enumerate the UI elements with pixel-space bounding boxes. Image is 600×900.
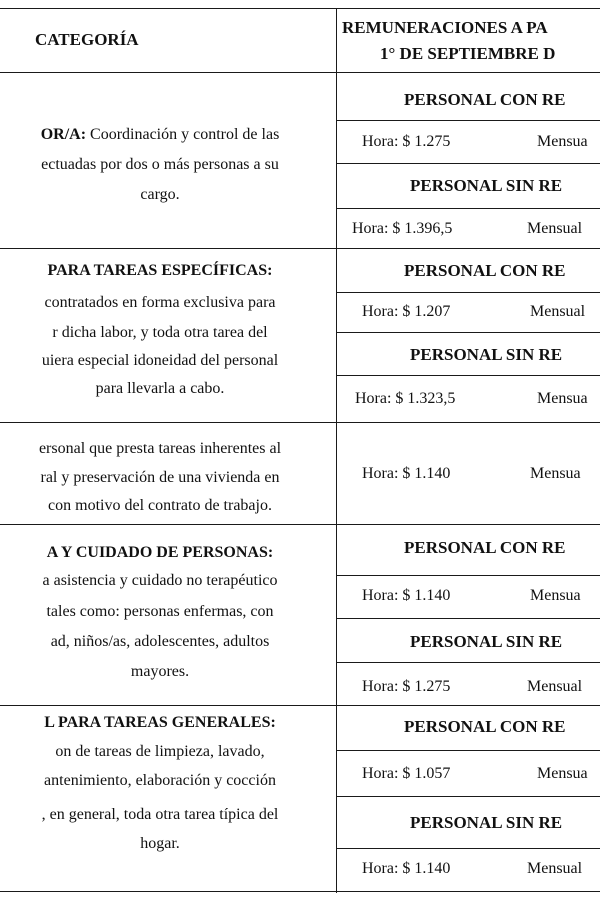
hora-value: Hora: $ 1.057 [362,765,451,782]
header-remuneraciones: REMUNERACIONES A PA [342,18,548,37]
personal-subheader: PERSONAL CON RE [404,261,566,280]
hora-value: Hora: $ 1.275 [362,678,451,695]
category-divider [0,524,600,525]
mensual-label: Mensua [537,765,588,782]
category-description: ersonal que presta tareas inherentes al [38,440,282,457]
personal-subheader: PERSONAL CON RE [404,538,566,557]
category-description: r dicha labor, y toda otra tarea del [52,324,268,341]
category-title: A Y CUIDADO DE PERSONAS: [46,544,274,561]
header-categoria: CATEGORÍA [35,30,139,49]
hora-value: Hora: $ 1.140 [362,860,451,877]
hora-value: Hora: $ 1.396,5 [352,220,453,237]
row-divider [336,208,600,209]
personal-subheader: PERSONAL SIN RE [410,345,563,364]
mensual-label: Mensua [537,390,588,407]
category-description: uiera especial idoneidad del personal [41,352,279,369]
category-description: Coordinación y control de las [90,126,280,143]
category-title: OR/A: [40,126,87,143]
category-description: ectuadas por dos o más personas a su [41,156,279,173]
hora-value: Hora: $ 1.323,5 [355,390,456,407]
category-description: ral y preservación de una vivienda en [40,469,280,486]
category-description: , en general, toda otra tarea típica del [41,806,279,823]
category-description: antenimiento, elaboración y cocción [44,772,276,789]
mensual-label: Mensua [537,133,588,150]
mensual-label: Mensua [530,465,581,482]
hora-value: Hora: $ 1.140 [362,587,451,604]
category-description: para llevarla a cabo. [95,380,225,397]
category-divider [0,248,600,249]
hora-value: Hora: $ 1.275 [362,133,451,150]
category-divider [0,422,600,423]
category-description: ad, niños/as, adolescentes, adultos [50,633,270,650]
row-divider [336,375,600,376]
mensual-label: Mensual [530,303,586,320]
row-divider [336,292,600,293]
category-description: mayores. [130,663,190,680]
header-divider [0,72,600,73]
category-description: on de tareas de limpieza, lavado, [55,743,265,760]
personal-subheader: PERSONAL CON RE [404,717,566,736]
category-description: a asistencia y cuidado no terapéutico [42,572,278,589]
category-description: con motivo del contrato de trabajo. [48,497,272,514]
personal-subheader: PERSONAL CON RE [404,90,566,109]
mensual-label: Mensua [530,587,581,604]
hora-value: Hora: $ 1.140 [362,465,451,482]
category-title: L PARA TAREAS GENERALES: [44,714,276,731]
personal-subheader: PERSONAL SIN RE [410,813,563,832]
mensual-label: Mensual [527,860,583,877]
table-border-top [0,8,600,9]
category-divider [0,705,600,706]
category-title: PARA TAREAS ESPECÍFICAS: [47,262,273,279]
mensual-label: Mensual [527,678,583,695]
category-description: tales como: personas enfermas, con [46,603,274,620]
header-fecha: 1° DE SEPTIEMBRE D [380,44,556,63]
category-description: cargo. [140,186,180,203]
category-description: hogar. [140,835,180,852]
personal-subheader: PERSONAL SIN RE [410,632,563,651]
table-border-bottom [0,891,600,892]
row-divider [336,796,600,797]
hora-value: Hora: $ 1.207 [362,303,451,320]
row-divider [336,120,600,121]
category-line [0,126,400,144]
personal-subheader: PERSONAL SIN RE [410,176,563,195]
mensual-label: Mensual [527,220,583,237]
category-description: contratados en forma exclusiva para [44,294,276,311]
